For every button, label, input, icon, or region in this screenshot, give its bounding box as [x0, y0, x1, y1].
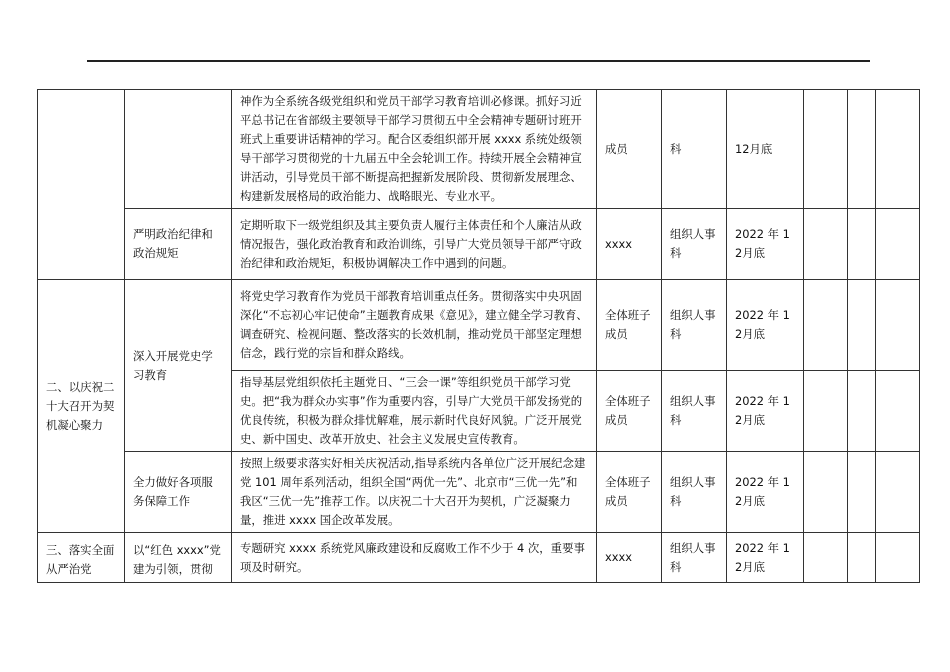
empty-cell	[876, 371, 920, 452]
task-cell	[125, 90, 232, 209]
content-cell: 按照上级要求落实好相关庆祝活动,指导系统内各单位广泛开展纪念建党 101 周年系列活动，组织全国“两优一先”、北京市“三优一先”和我区“三优一先”推荐工作。以庆祝二十大召开为契机，广泛凝聚力量，推进 xxxx 国企改革发展。	[232, 452, 597, 533]
category-cell: 二、以庆祝二十大召开为契机凝心聚力	[38, 280, 125, 533]
deadline-cell: 2022 年 12月底	[727, 209, 804, 280]
empty-cell	[848, 209, 876, 280]
task-cell: 全力做好各项服务保障工作	[125, 452, 232, 533]
task-cell: 以“红色 xxxx”党建为引领，贯彻	[125, 533, 232, 583]
table-row	[38, 90, 920, 209]
deadline-cell: 2022 年 12月底	[727, 533, 804, 583]
lead-cell: 全体班子成员	[597, 280, 662, 371]
dept-cell: 科	[662, 90, 727, 209]
lead-cell: 全体班子成员	[597, 452, 662, 533]
empty-cell	[804, 280, 848, 371]
empty-cell	[804, 452, 848, 533]
lead-cell: xxxx	[597, 209, 662, 280]
empty-cell	[848, 280, 876, 371]
empty-cell	[876, 280, 920, 371]
deadline-cell: 12月底	[727, 90, 804, 209]
empty-cell	[848, 371, 876, 452]
empty-cell	[876, 452, 920, 533]
empty-cell	[804, 209, 848, 280]
content-cell: 定期听取下一级党组织及其主要负责人履行主体责任和个人廉洁从政情况报告，强化政治教育和政治训练，引导广大党员领导干部严守政治纪律和政治规矩，积极协调解决工作中遇到的问题。	[232, 209, 597, 280]
deadline-cell: 2022 年 12月底	[727, 371, 804, 452]
deadline-cell: 2022 年 12月底	[727, 452, 804, 533]
task-cell: 严明政治纪律和政治规矩	[125, 209, 232, 280]
task-cell: 深入开展党史学习教育	[125, 280, 232, 452]
empty-cell	[804, 371, 848, 452]
lead-cell: 成员	[597, 90, 662, 209]
empty-cell	[848, 452, 876, 533]
category-cell	[38, 90, 125, 280]
empty-cell	[804, 533, 848, 583]
content-cell: 神作为全系统各级党组织和党员干部学习教育培训必修课。抓好习近平总书记在省部级主要领导干部学习贯彻五中全会精神专题研讨班开班式上重要讲话精神的学习。配合区委组织部开展 xxxx 系统处级领导干部学习贯彻党的十九届五中全会轮训工作。持续开展全会精神宣讲活动，引导党员干部不断提高把握新发展阶段、贯彻新发展理念、构建新发展格局的政治能力、战略眼光、专业水平。	[232, 90, 597, 209]
content-cell: 指导基层党组织依托主题党日、“三会一课”等组织党员干部学习党史。把“我为群众办实事”作为重要内容，引导广大党员干部发扬党的优良传统，积极为群众排忧解难，展示新时代良好风貌。广泛开展党史、新中国史、改革开放史、社会主义发展史宣传教育。	[232, 371, 597, 452]
table-row	[38, 209, 920, 280]
empty-cell	[804, 90, 848, 209]
work-plan-table	[37, 89, 920, 583]
empty-cell	[848, 533, 876, 583]
empty-cell	[876, 90, 920, 209]
table-row	[38, 452, 920, 533]
table-row	[38, 533, 920, 583]
dept-cell: 组织人事科	[662, 280, 727, 371]
empty-cell	[848, 90, 876, 209]
category-cell: 三、落实全面从严治党	[38, 533, 125, 583]
table-row	[38, 280, 920, 371]
dept-cell: 组织人事科	[662, 533, 727, 583]
content-cell: 专题研究 xxxx 系统党风廉政建设和反腐败工作不少于 4 次，重要事项及时研究。	[232, 533, 597, 583]
dept-cell: 组织人事科	[662, 209, 727, 280]
empty-cell	[876, 533, 920, 583]
header-rule	[87, 60, 870, 62]
dept-cell: 组织人事科	[662, 371, 727, 452]
deadline-cell: 2022 年 12月底	[727, 280, 804, 371]
empty-cell	[876, 209, 920, 280]
lead-cell: 全体班子成员	[597, 371, 662, 452]
dept-cell: 组织人事科	[662, 452, 727, 533]
lead-cell: xxxx	[597, 533, 662, 583]
content-cell: 将党史学习教育作为党员干部教育培训重点任务。贯彻落实中央巩固深化“不忘初心牢记使命”主题教育成果《意见》，建立健全学习教育、调查研究、检视问题、整改落实的长效机制，推动党员干部坚定理想信念，践行党的宗旨和群众路线。	[232, 280, 597, 371]
